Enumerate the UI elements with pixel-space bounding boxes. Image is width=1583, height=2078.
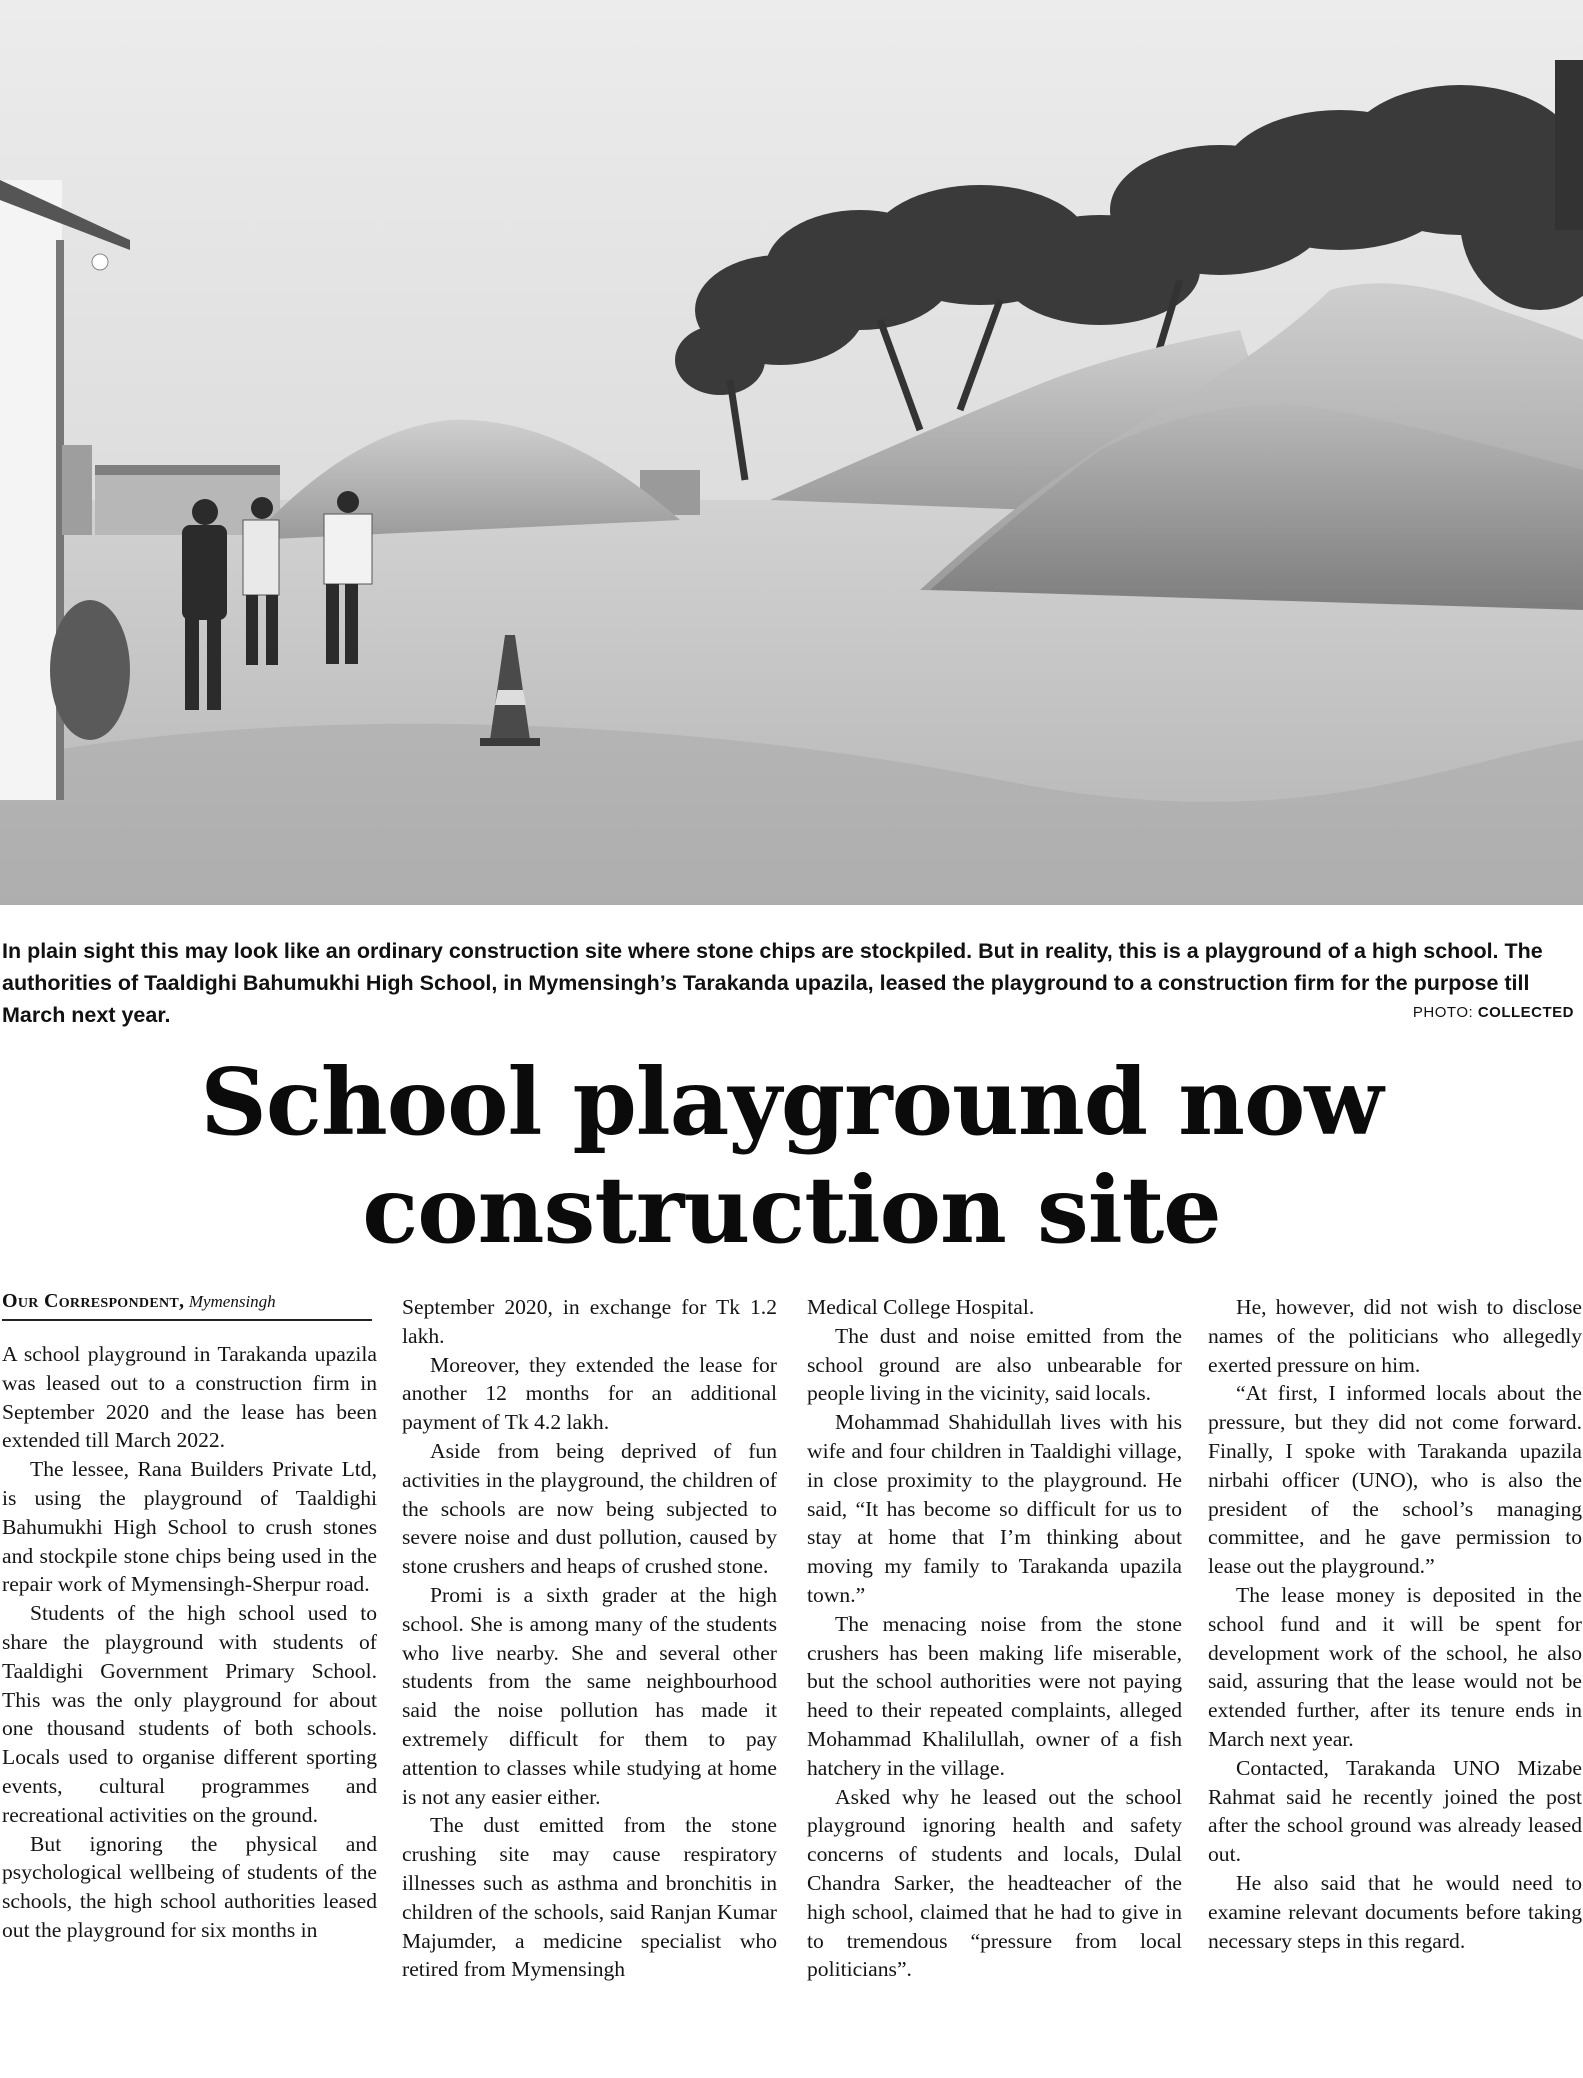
paragraph: Promi is a sixth grader at the high school. She is among many of the students who live nearby. She and several other students from the same neighbourhood said the noise pollution has made it extremely difficult for them to pay attention to classes while studying at home is not any easier either. xyxy=(402,1582,777,1809)
article-column-3 xyxy=(807,1293,1182,2075)
paragraph: Medical College Hospital. xyxy=(807,1295,1035,1319)
byline-name: Our Correspondent, xyxy=(2,1290,185,1312)
headline-line-2: construction site xyxy=(362,1156,1221,1264)
article-column-1 xyxy=(2,1340,377,2075)
paragraph: The menacing noise from the stone crushers has been making life miserable, but the school authorities were not paying heed to their repeated complaints, alleged Mohammad Khalilullah, owner of a fish hatchery in the village. xyxy=(807,1611,1182,1780)
paragraph: Moreover, they extended the lease for another 12 months for an additional payment of Tk 4.2 lakh. xyxy=(402,1352,777,1435)
paragraph: Mohammad Shahidullah lives with his wife and four children in Taaldighi village, in close proximity to the playground. He said, “It has become so difficult for us to stay at home that I’m thinking about moving my family to Tarakanda upazila town.” xyxy=(807,1410,1182,1607)
article-column-4 xyxy=(1208,1293,1582,2075)
photo-credit-source: COLLECTED xyxy=(1477,1004,1574,1021)
paragraph: A school playground in Tarakanda upazila was leased out to a construction firm in September 2020 and the lease has been extended till March 2022. xyxy=(2,1342,377,1453)
caption-text: In plain sight this may look like an ordinary construction site where stone chips are stockpiled. But in reality, this is a playground of a high school. The authorities of Taaldighi Bahumukhi High School, in Mymensingh’s Tarakanda upazila, leased the playground to a construction firm for the purpose till March next year. xyxy=(2,939,1543,1027)
paragraph: Aside from being deprived of fun activities in the playground, the children of the schools are now being subjected to severe noise and dust pollution, caused by stone crushers and heaps of crushed stone. xyxy=(402,1438,777,1579)
paragraph: He also said that he would need to examine relevant documents before taking necessary steps in this regard. xyxy=(1208,1870,1582,1953)
paragraph: But ignoring the physical and psychological wellbeing of students of the schools, the high school authorities leased out the playground for six months in xyxy=(2,1831,377,1942)
paragraph: “At first, I informed locals about the pressure, but they did not come forward. Finally, I spoke with Tarakanda upazila nirbahi officer (UNO), who is also the president of the school’s managing committee, and he gave permission to lease out the playground.” xyxy=(1208,1381,1582,1579)
construction-site-illustration xyxy=(0,0,1583,905)
paragraph: Asked why he leased out the school playground ignoring health and safety concerns of students and locals, Dulal Chandra Sarker, the headteacher of the high school, claimed that he had to give in to tremendous “pressure from local politicians”. xyxy=(807,1784,1182,1982)
paragraph: September 2020, in exchange for Tk 1.2 lakh. xyxy=(402,1295,777,1348)
headline-line-1: School playground now xyxy=(200,1048,1383,1156)
article-column-2 xyxy=(402,1293,777,2075)
paragraph: The dust emitted from the stone crushing site may cause respiratory illnesses such as asthma and bronchitis in children of the schools, said Ranjan Kumar Majumder, a medicine specialist who retired from Mymensingh xyxy=(402,1813,777,1982)
paragraph: The lease money is deposited in the school fund and it will be spent for development work of the school, he also said, assuring that the lease would not be extended further, after its tenure ends in March next year. xyxy=(1208,1582,1582,1751)
photo-credit-label: PHOTO: xyxy=(1412,1004,1474,1021)
byline xyxy=(2,1290,372,1321)
headline xyxy=(0,1048,1583,1264)
paragraph: Students of the high school used to share the playground with students of Taaldighi Government Primary School. This was the only playground for about one thousand students of both schools. Locals used to organise different sporting events, cultural programmes and recreational activities on the ground. xyxy=(2,1601,377,1827)
photo-credit xyxy=(1413,997,1574,1029)
paragraph: The dust and noise emitted from the school ground are also unbearable for people living in the vicinity, said locals. xyxy=(807,1323,1182,1406)
paragraph: The lessee, Rana Builders Private Ltd, is using the playground of Taaldighi Bahumukhi High School to crush stones and stockpile stone chips being used in the repair work of Mymensingh-Sherpur road. xyxy=(2,1457,377,1597)
paragraph: Contacted, Tarakanda UNO Mizabe Rahmat said he recently joined the post after the school ground was already leased out. xyxy=(1208,1755,1582,1867)
photo-caption xyxy=(2,935,1574,1031)
paragraph: He, however, did not wish to disclose names of the politicians who allegedly exerted pressure on him. xyxy=(1208,1295,1582,1377)
news-photo xyxy=(0,0,1583,905)
byline-place: Mymensingh xyxy=(188,1292,276,1311)
